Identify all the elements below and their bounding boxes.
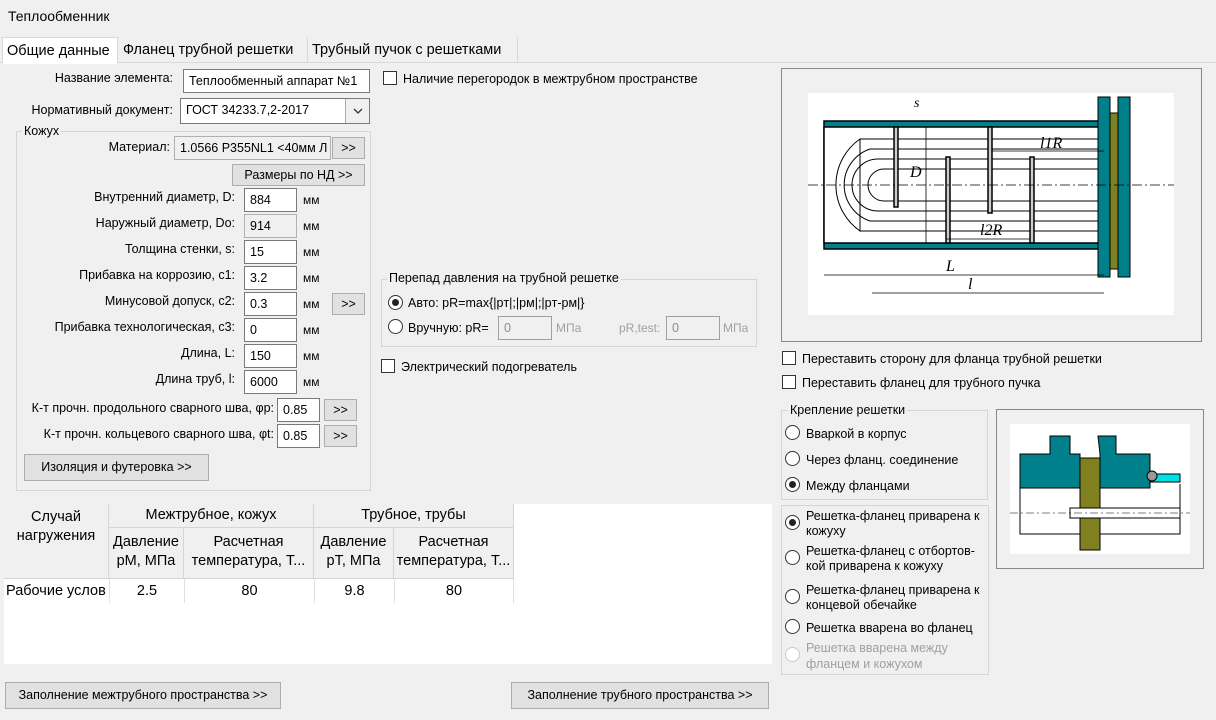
shell-group-label: Кожух <box>24 124 60 138</box>
minus-tolerance-label: Минусовой допуск, c2: <box>104 294 235 308</box>
corrosion-allowance-label: Прибавка на коррозию, c1: <box>79 268 235 282</box>
element-name-label: Название элемента: <box>54 71 173 85</box>
pressure-manual-radio[interactable] <box>388 319 403 334</box>
pressure-test-unit: МПа <box>723 321 749 335</box>
pm-header <box>109 528 184 579</box>
grid-option-1-line2: кожуху <box>806 524 846 538</box>
long-weld-input[interactable]: 0.85 <box>277 398 320 422</box>
length-input[interactable]: 150 <box>244 344 297 368</box>
wall-thickness-input[interactable]: 15 <box>244 240 297 264</box>
fill-tube-space-button[interactable]: Заполнение трубного пространства >> <box>511 682 769 709</box>
circ-weld-button[interactable]: >> <box>324 425 357 447</box>
mounting-group-label: Крепление решетки <box>790 403 906 417</box>
mounting-weld-radio[interactable] <box>785 425 800 440</box>
technological-allowance-unit: мм <box>303 323 320 337</box>
sizes-by-standard-button[interactable]: Размеры по НД >> <box>232 164 365 186</box>
pm-header-line1: Давление <box>113 534 179 550</box>
long-weld-button[interactable]: >> <box>324 399 357 421</box>
pt-header-line1: Давление <box>320 534 387 550</box>
pressure-test-label: pR,test: <box>619 321 661 335</box>
inner-diameter-unit: мм <box>303 193 320 207</box>
grid-option-3-radio[interactable] <box>785 589 800 604</box>
case-header-line2: нагружения <box>16 528 96 544</box>
pm-header-line2: pM, МПа <box>116 553 176 569</box>
pt-header <box>314 528 394 579</box>
pressure-test-input[interactable]: 0 <box>666 316 720 340</box>
circ-weld-label: К-т прочн. кольцевого сварного шва, φt: <box>43 427 274 441</box>
mounting-weld-label: Вваркой в корпус <box>806 427 907 441</box>
table-row[interactable] <box>4 579 514 603</box>
grid-option-3-line2: концевой обечайке <box>806 598 917 612</box>
swap-flange-side-checkbox[interactable] <box>782 351 796 365</box>
grid-option-1-radio[interactable] <box>785 515 800 530</box>
tube-group-header: Трубное, трубы <box>314 504 514 528</box>
partitions-label: Наличие перегородок в межтрубном пространстве <box>403 72 698 86</box>
material-field[interactable]: 1.0566 P355NL1 <40мм Л <box>174 136 331 160</box>
tm-header <box>184 528 314 579</box>
swap-bundle-flange-label: Переставить фланец для трубного пучка <box>802 376 1041 390</box>
pt-header-line2: pT, МПа <box>326 553 381 569</box>
insulation-button[interactable]: Изоляция и футеровка >> <box>24 454 209 481</box>
outer-diameter-field: 914 <box>244 214 297 238</box>
tube-length-input[interactable]: 6000 <box>244 370 297 394</box>
inner-diameter-input[interactable]: 884 <box>244 188 297 212</box>
length-unit: мм <box>303 349 320 363</box>
mounting-flange-radio[interactable] <box>785 451 800 466</box>
material-label: Материал: <box>108 140 170 154</box>
long-weld-label: К-т прочн. продольного сварного шва, φр: <box>31 401 274 415</box>
tube-length-label: Длина труб, l: <box>155 372 235 386</box>
chevron-down-icon[interactable] <box>345 99 369 123</box>
grid-option-5-radio[interactable] <box>785 647 800 662</box>
grid-option-4-radio[interactable] <box>785 619 800 634</box>
tab-grid-flange[interactable]: Фланец трубной решетки <box>119 37 308 63</box>
tt-header-line2: температура, Т... <box>396 553 511 569</box>
dim-s: s <box>914 96 920 111</box>
normative-doc-select[interactable] <box>180 98 370 124</box>
technological-allowance-input[interactable]: 0 <box>244 318 297 342</box>
row-tt[interactable]: 80 <box>394 579 514 603</box>
dim-D: D <box>910 164 922 181</box>
inner-diameter-label: Внутренний диаметр, D: <box>94 190 235 204</box>
mounting-diagram <box>1010 424 1190 554</box>
dim-l2R: l2R <box>980 222 1003 239</box>
minus-tolerance-input[interactable]: 0.3 <box>244 292 297 316</box>
wall-thickness-label: Толщина стенки, s: <box>124 242 235 256</box>
outer-diameter-unit: мм <box>303 219 320 233</box>
dim-l1R: l1R <box>1040 135 1063 152</box>
material-select-button[interactable]: >> <box>332 137 365 159</box>
tt-header <box>394 528 514 579</box>
case-header <box>4 504 109 579</box>
row-case[interactable]: Рабочие услов <box>6 583 106 599</box>
mounting-flange-label: Через фланц. соединение <box>806 453 959 467</box>
minus-tolerance-unit: мм <box>303 297 320 311</box>
shell-group-header: Межтрубное, кожух <box>109 504 314 528</box>
tm-header-line1: Расчетная <box>213 534 284 550</box>
case-header-line1: Случай <box>31 509 81 525</box>
heater-checkbox[interactable] <box>381 359 395 373</box>
minus-tolerance-button[interactable]: >> <box>332 293 365 315</box>
tab-tube-bundle[interactable]: Трубный пучок с решетками <box>308 37 518 63</box>
length-label: Длина, L: <box>181 346 235 360</box>
grid-option-5-line1: Решетка вварена между <box>806 641 948 655</box>
load-cases-table <box>4 504 772 664</box>
element-name-input[interactable]: Теплообменный аппарат №1 <box>183 69 370 93</box>
swap-bundle-flange-checkbox[interactable] <box>782 375 796 389</box>
tube-length-unit: мм <box>303 375 320 389</box>
row-pt[interactable]: 9.8 <box>314 579 394 603</box>
dim-l: l <box>968 276 973 293</box>
pressure-manual-unit: МПа <box>556 321 582 335</box>
pressure-auto-radio[interactable] <box>388 295 403 310</box>
grid-option-2-line1: Решетка-фланец с отбортов- <box>806 544 975 558</box>
tm-header-line2: температура, Т... <box>191 553 306 569</box>
exchanger-diagram <box>808 93 1174 315</box>
technological-allowance-label: Прибавка технологическая, c3: <box>54 320 235 334</box>
grid-option-3-line1: Решетка-фланец приварена к <box>806 583 980 597</box>
tab-bar <box>0 37 1216 63</box>
swap-flange-side-label: Переставить сторону для фланца трубной решетки <box>802 352 1102 366</box>
row-tm[interactable]: 80 <box>184 579 314 603</box>
heater-label: Электрический подогреватель <box>401 360 577 374</box>
tt-header-line1: Расчетная <box>418 534 489 550</box>
grid-option-4-line1: Решетка вварена во фланец <box>806 621 973 635</box>
outer-diameter-label: Наружный диаметр, Do: <box>95 216 235 230</box>
wall-thickness-unit: мм <box>303 245 320 259</box>
mounting-between-label: Между фланцами <box>806 479 910 493</box>
fill-shell-space-button[interactable]: Заполнение межтрубного пространства >> <box>5 682 281 709</box>
dim-L: L <box>946 258 955 275</box>
circ-weld-input[interactable]: 0.85 <box>277 424 320 448</box>
tab-general[interactable]: Общие данные <box>2 37 118 64</box>
normative-doc-label: Нормативный документ: <box>31 103 173 117</box>
grid-option-2-line2: кой приварена к кожуху <box>806 559 944 573</box>
pressure-drop-label: Перепад давления на трубной решетке <box>389 271 619 285</box>
normative-doc-value: ГОСТ 34233.7,2-2017 <box>186 103 310 117</box>
window-title: Теплообменник <box>8 8 110 24</box>
pressure-auto-label: Авто: pR=max{|pт|;|pм|;|pт-pм|} <box>408 296 585 310</box>
grid-option-1-line1: Решетка-фланец приварена к <box>806 509 980 523</box>
pressure-manual-input[interactable]: 0 <box>498 316 552 340</box>
pressure-manual-label: Вручную: pR= <box>408 321 489 335</box>
grid-option-5-line2: фланцем и кожухом <box>806 657 923 671</box>
corrosion-allowance-input[interactable]: 3.2 <box>244 266 297 290</box>
row-pm[interactable]: 2.5 <box>109 579 184 603</box>
corrosion-allowance-unit: мм <box>303 271 320 285</box>
grid-option-2-radio[interactable] <box>785 550 800 565</box>
mounting-between-radio[interactable] <box>785 477 800 492</box>
partitions-checkbox[interactable] <box>383 71 397 85</box>
